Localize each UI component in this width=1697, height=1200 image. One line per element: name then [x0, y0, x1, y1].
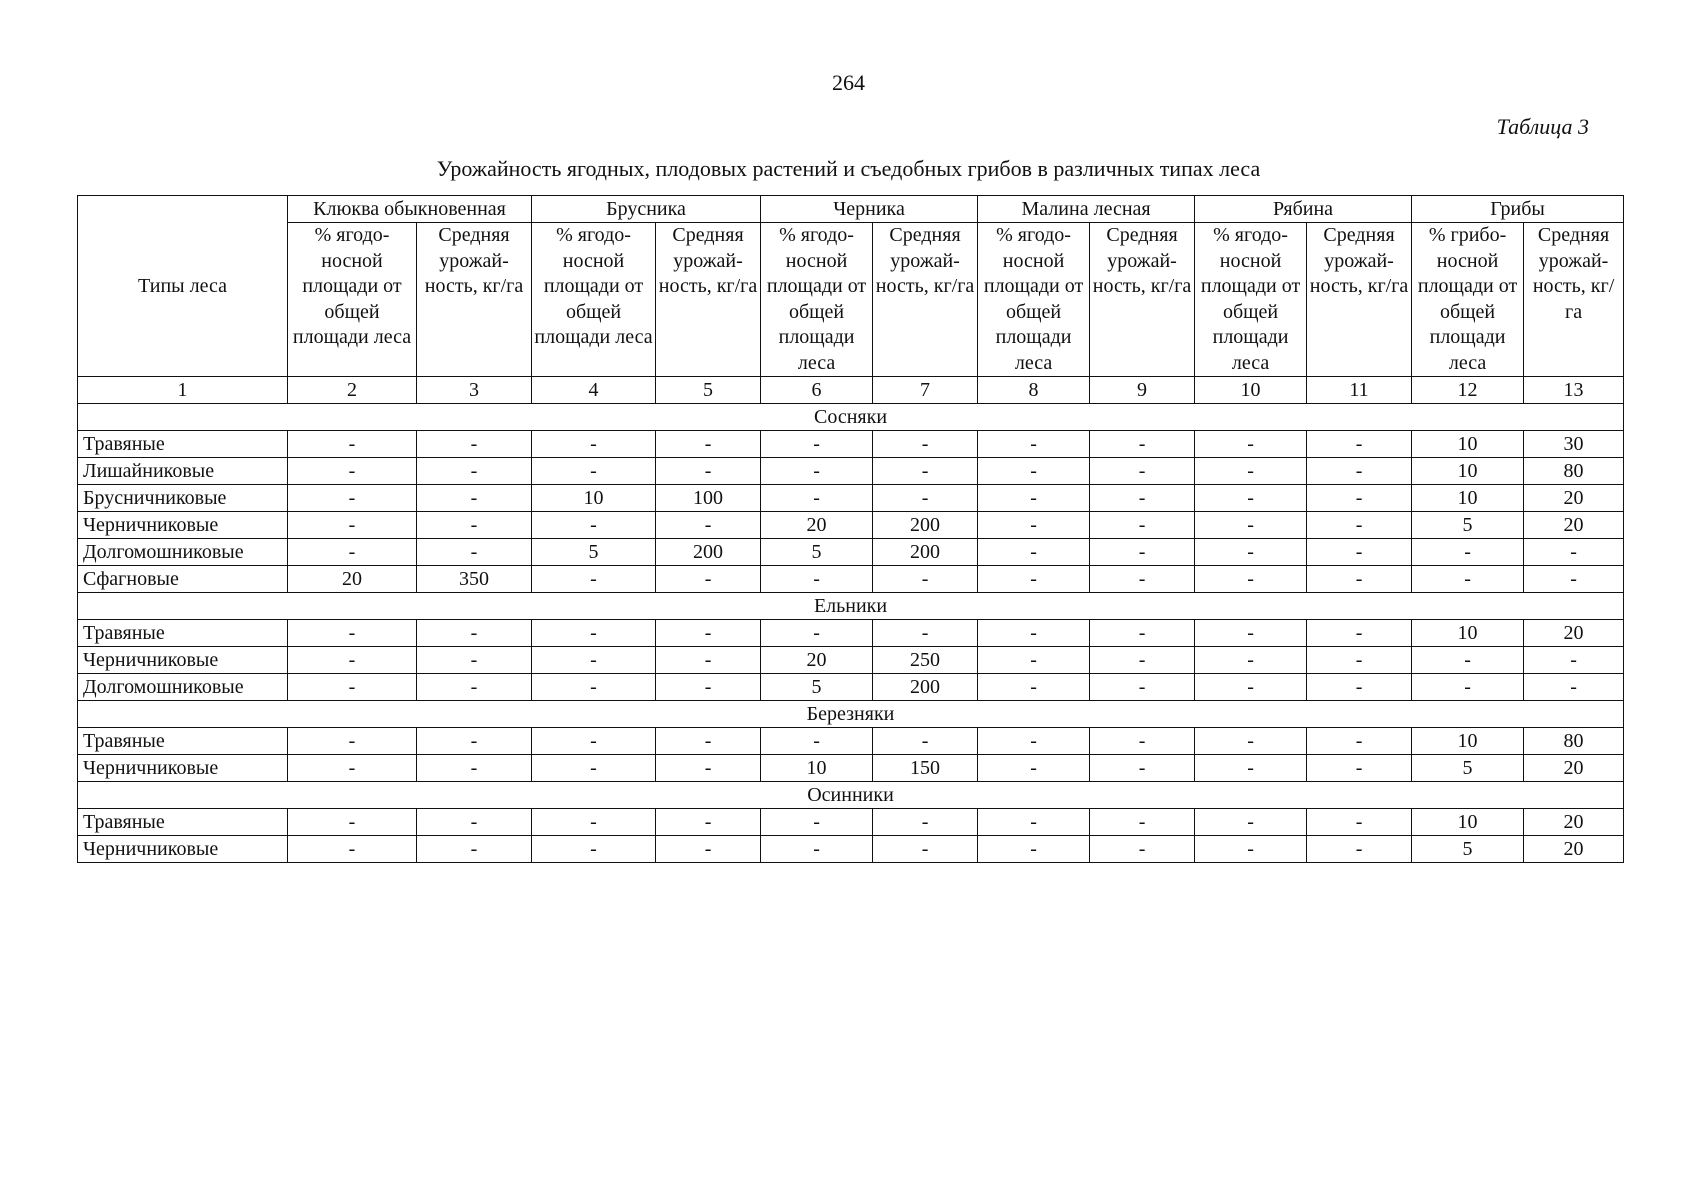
value-cell: - [978, 674, 1090, 701]
value-cell: - [1090, 431, 1195, 458]
value-cell: - [1307, 836, 1412, 863]
value-cell: 10 [1412, 809, 1524, 836]
table-row [78, 647, 1624, 674]
forest-type-cell: Черничниковые [78, 512, 288, 539]
header-sub-yield: Средняя урожай-ность, кг/га [417, 223, 532, 377]
value-cell: 20 [1524, 755, 1624, 782]
value-cell: - [873, 458, 978, 485]
value-cell: - [532, 836, 656, 863]
value-cell: - [417, 512, 532, 539]
value-cell: - [656, 458, 761, 485]
value-cell: 10 [761, 755, 873, 782]
column-number: 7 [873, 377, 978, 404]
value-cell: - [1090, 647, 1195, 674]
value-cell: - [532, 431, 656, 458]
header-group-raspberry: Малина лесная [978, 196, 1195, 223]
value-cell: - [1195, 809, 1307, 836]
value-cell: - [1412, 674, 1524, 701]
header-forest-type: Типы леса [78, 196, 288, 377]
value-cell: - [978, 728, 1090, 755]
value-cell: 10 [1412, 728, 1524, 755]
value-cell: - [761, 431, 873, 458]
value-cell: - [873, 728, 978, 755]
table-row [78, 431, 1624, 458]
forest-type-cell: Черничниковые [78, 755, 288, 782]
value-cell: 10 [532, 485, 656, 512]
value-cell: - [288, 485, 417, 512]
section-row [78, 593, 1624, 620]
value-cell: 5 [761, 539, 873, 566]
table-row [78, 458, 1624, 485]
value-cell: - [873, 431, 978, 458]
header-group-row [78, 196, 1624, 223]
value-cell: - [978, 755, 1090, 782]
page-number: 264 [832, 70, 865, 95]
value-cell: - [1412, 566, 1524, 593]
column-number: 10 [1195, 377, 1307, 404]
table-row [78, 836, 1624, 863]
value-cell: 200 [873, 512, 978, 539]
header-sub-yield: Средняя урожай-ность, кг/га [1524, 223, 1624, 377]
value-cell: - [288, 755, 417, 782]
value-cell: 100 [656, 485, 761, 512]
forest-type-cell: Лишайниковые [78, 458, 288, 485]
value-cell: 200 [656, 539, 761, 566]
header-sub-row [78, 223, 1624, 377]
value-cell: - [978, 620, 1090, 647]
value-cell: - [1307, 755, 1412, 782]
value-cell: - [532, 647, 656, 674]
value-cell: 80 [1524, 458, 1624, 485]
table-row [78, 512, 1624, 539]
forest-type-cell: Черничниковые [78, 647, 288, 674]
header-group-cranberry: Клюква обыкновенная [288, 196, 532, 223]
value-cell: 20 [1524, 620, 1624, 647]
value-cell: - [288, 512, 417, 539]
value-cell: - [656, 620, 761, 647]
value-cell: - [873, 809, 978, 836]
value-cell: - [532, 728, 656, 755]
section-row [78, 782, 1624, 809]
value-cell: - [656, 566, 761, 593]
header-group-mushrooms: Грибы [1412, 196, 1624, 223]
value-cell: 350 [417, 566, 532, 593]
value-cell: - [532, 755, 656, 782]
table-title: Урожайность ягодных, плодовых растений и съедобных грибов в различных типах леса [436, 156, 1261, 181]
value-cell: 150 [873, 755, 978, 782]
section-title: Березняки [78, 701, 1624, 728]
column-number: 2 [288, 377, 417, 404]
value-cell: - [1090, 836, 1195, 863]
value-cell: - [1090, 566, 1195, 593]
value-cell: - [1307, 539, 1412, 566]
forest-type-cell: Травяные [78, 620, 288, 647]
value-cell: - [1307, 431, 1412, 458]
value-cell: 20 [288, 566, 417, 593]
value-cell: - [873, 620, 978, 647]
value-cell: - [1412, 539, 1524, 566]
value-cell: - [417, 620, 532, 647]
value-cell: 10 [1412, 485, 1524, 512]
value-cell: 20 [1524, 836, 1624, 863]
value-cell: - [532, 809, 656, 836]
value-cell: - [1195, 620, 1307, 647]
value-cell: 5 [1412, 512, 1524, 539]
value-cell: - [1307, 458, 1412, 485]
header-sub-yield: Средняя урожай-ность, кг/га [1307, 223, 1412, 377]
value-cell: - [288, 458, 417, 485]
value-cell: - [1524, 539, 1624, 566]
value-cell: - [417, 809, 532, 836]
column-number: 1 [78, 377, 288, 404]
value-cell: - [532, 512, 656, 539]
value-cell: - [873, 566, 978, 593]
value-cell: - [656, 836, 761, 863]
value-cell: - [978, 539, 1090, 566]
value-cell: - [1524, 566, 1624, 593]
column-number: 9 [1090, 377, 1195, 404]
value-cell: 30 [1524, 431, 1624, 458]
value-cell: - [1195, 431, 1307, 458]
value-cell: - [1195, 485, 1307, 512]
value-cell: 200 [873, 539, 978, 566]
value-cell: - [1195, 755, 1307, 782]
column-number: 3 [417, 377, 532, 404]
value-cell: - [978, 809, 1090, 836]
value-cell: - [1090, 728, 1195, 755]
value-cell: - [417, 539, 532, 566]
table-row [78, 620, 1624, 647]
value-cell: - [1307, 674, 1412, 701]
header-sub-yield: Средняя урожай-ность, кг/га [656, 223, 761, 377]
value-cell: - [288, 431, 417, 458]
section-title: Осинники [78, 782, 1624, 809]
section-row [78, 701, 1624, 728]
value-cell: - [761, 458, 873, 485]
value-cell: - [1090, 485, 1195, 512]
value-cell: - [761, 809, 873, 836]
value-cell: - [978, 647, 1090, 674]
value-cell: - [288, 836, 417, 863]
value-cell: - [873, 836, 978, 863]
value-cell: 20 [761, 512, 873, 539]
value-cell: - [656, 512, 761, 539]
value-cell: - [1195, 539, 1307, 566]
value-cell: - [1090, 674, 1195, 701]
value-cell: - [656, 755, 761, 782]
value-cell: - [1090, 458, 1195, 485]
value-cell: - [417, 458, 532, 485]
section-row [78, 404, 1624, 431]
value-cell: - [761, 620, 873, 647]
header-sub-yield: Средняя урожай-ность, кг/га [873, 223, 978, 377]
value-cell: - [417, 674, 532, 701]
table-label: Таблица 3 [1496, 114, 1589, 139]
table-row [78, 755, 1624, 782]
forest-type-cell: Долгомошниковые [78, 674, 288, 701]
table-row [78, 728, 1624, 755]
forest-type-cell: Брусничниковые [78, 485, 288, 512]
table-row [78, 539, 1624, 566]
value-cell: - [417, 431, 532, 458]
value-cell: - [978, 431, 1090, 458]
value-cell: - [1307, 620, 1412, 647]
header-sub-pct: % ягодо-носной площади от общей площади леса [1195, 223, 1307, 377]
value-cell: - [1090, 809, 1195, 836]
value-cell: - [532, 620, 656, 647]
value-cell: - [1524, 674, 1624, 701]
value-cell: 10 [1412, 431, 1524, 458]
table-row [78, 566, 1624, 593]
value-cell: - [288, 647, 417, 674]
value-cell: 5 [761, 674, 873, 701]
value-cell: - [761, 485, 873, 512]
value-cell: - [1090, 620, 1195, 647]
value-cell: - [761, 728, 873, 755]
column-number: 8 [978, 377, 1090, 404]
value-cell: 5 [1412, 755, 1524, 782]
value-cell: 200 [873, 674, 978, 701]
value-cell: - [656, 674, 761, 701]
value-cell: - [1195, 512, 1307, 539]
value-cell: - [532, 458, 656, 485]
value-cell: - [761, 836, 873, 863]
value-cell: - [978, 512, 1090, 539]
header-sub-pct: % ягодо-носной площади от общей площади леса [532, 223, 656, 377]
column-number: 5 [656, 377, 761, 404]
header-sub-pct: % ягодо-носной площади от общей площади леса [761, 223, 873, 377]
value-cell: - [532, 566, 656, 593]
forest-type-cell: Черничниковые [78, 836, 288, 863]
value-cell: - [1195, 458, 1307, 485]
value-cell: - [656, 647, 761, 674]
value-cell: 20 [1524, 485, 1624, 512]
value-cell: - [1307, 728, 1412, 755]
value-cell: - [417, 728, 532, 755]
value-cell: - [978, 485, 1090, 512]
value-cell: - [417, 647, 532, 674]
value-cell: - [1307, 647, 1412, 674]
value-cell: 20 [1524, 809, 1624, 836]
forest-type-cell: Травяные [78, 728, 288, 755]
header-group-lingonberry: Брусника [532, 196, 761, 223]
value-cell: - [1307, 485, 1412, 512]
value-cell: - [288, 620, 417, 647]
value-cell: - [288, 728, 417, 755]
forest-type-cell: Травяные [78, 809, 288, 836]
value-cell: - [1090, 512, 1195, 539]
forest-type-cell: Сфагновые [78, 566, 288, 593]
column-number-row [78, 377, 1624, 404]
value-cell: - [288, 674, 417, 701]
value-cell: - [1524, 647, 1624, 674]
header-group-blueberry: Черника [761, 196, 978, 223]
value-cell: - [978, 458, 1090, 485]
value-cell: - [417, 836, 532, 863]
value-cell: - [656, 809, 761, 836]
value-cell: 80 [1524, 728, 1624, 755]
value-cell: - [1195, 566, 1307, 593]
value-cell: - [532, 674, 656, 701]
value-cell: 10 [1412, 620, 1524, 647]
header-sub-pct: % ягодо-носной площади от общей площади леса [978, 223, 1090, 377]
table-row [78, 485, 1624, 512]
value-cell: - [656, 431, 761, 458]
value-cell: - [1307, 566, 1412, 593]
value-cell: - [288, 539, 417, 566]
yield-table [77, 195, 1624, 863]
column-number: 13 [1524, 377, 1624, 404]
value-cell: - [978, 566, 1090, 593]
value-cell: - [1195, 674, 1307, 701]
value-cell: - [288, 809, 417, 836]
header-sub-pct: % ягодо-носной площади от общей площади леса [288, 223, 417, 377]
column-number: 12 [1412, 377, 1524, 404]
value-cell: - [761, 566, 873, 593]
value-cell: - [1307, 512, 1412, 539]
value-cell: 250 [873, 647, 978, 674]
table-row [78, 809, 1624, 836]
section-title: Ельники [78, 593, 1624, 620]
forest-type-cell: Травяные [78, 431, 288, 458]
column-number: 4 [532, 377, 656, 404]
value-cell: - [1090, 539, 1195, 566]
value-cell: - [1412, 647, 1524, 674]
value-cell: 5 [532, 539, 656, 566]
value-cell: - [1195, 728, 1307, 755]
value-cell: - [978, 836, 1090, 863]
column-number: 11 [1307, 377, 1412, 404]
forest-type-cell: Долгомошниковые [78, 539, 288, 566]
header-sub-yield: Средняя урожай-ность, кг/га [1090, 223, 1195, 377]
value-cell: 10 [1412, 458, 1524, 485]
value-cell: - [417, 755, 532, 782]
value-cell: - [1090, 755, 1195, 782]
header-sub-pct-mushroom: % грибо-носной площади от общей площади леса [1412, 223, 1524, 377]
value-cell: 20 [761, 647, 873, 674]
value-cell: - [1307, 809, 1412, 836]
value-cell: - [1195, 836, 1307, 863]
column-number: 6 [761, 377, 873, 404]
header-group-rowan: Рябина [1195, 196, 1412, 223]
value-cell: - [417, 485, 532, 512]
value-cell: - [873, 485, 978, 512]
table-row [78, 674, 1624, 701]
value-cell: 20 [1524, 512, 1624, 539]
table-body [78, 404, 1624, 863]
section-title: Сосняки [78, 404, 1624, 431]
value-cell: 5 [1412, 836, 1524, 863]
value-cell: - [656, 728, 761, 755]
value-cell: - [1195, 647, 1307, 674]
